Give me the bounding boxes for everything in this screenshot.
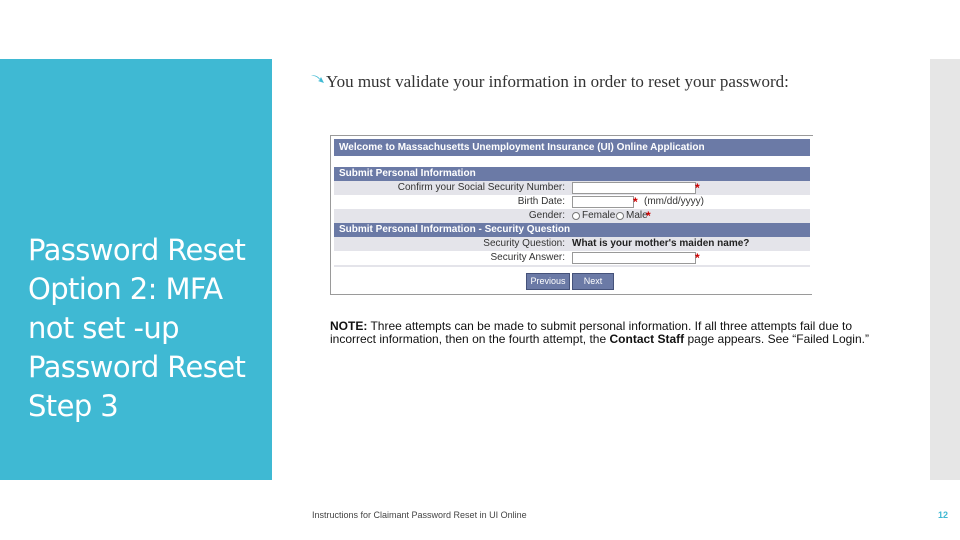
- page-number: 12: [938, 510, 949, 520]
- section-header-personal: Submit Personal Information: [334, 167, 810, 181]
- gender-required-mark: *: [646, 209, 651, 223]
- note-text-2: page appears. See “Failed Login.”: [684, 332, 869, 346]
- bullet-point: [310, 71, 870, 92]
- bullet-arrow-icon: [310, 71, 326, 91]
- gender-row: [334, 209, 810, 223]
- answer-required-mark: *: [695, 251, 700, 265]
- birth-date-row: [334, 195, 810, 209]
- female-radio[interactable]: [572, 212, 580, 220]
- note-prefix: NOTE:: [330, 320, 368, 333]
- bullet-text: You must validate your information in order to reset your password:: [326, 72, 789, 91]
- form-top-border: [331, 135, 813, 136]
- female-label: Female: [582, 210, 616, 221]
- note-paragraph: [330, 320, 890, 357]
- note-text-1: Three attempts can be made to submit personal information. If all three attempts fail due to incorrect information, then on the fourth attempt, the: [330, 320, 853, 346]
- form-divider: [334, 265, 810, 267]
- security-answer-label: Security Answer:: [490, 252, 565, 263]
- birth-required-mark: *: [633, 195, 638, 209]
- title-panel: [0, 59, 272, 480]
- right-accent-bar: [930, 59, 960, 480]
- previous-button[interactable]: Previous: [526, 273, 570, 290]
- male-label: Male: [626, 210, 648, 221]
- ssn-input[interactable]: [572, 182, 696, 194]
- security-question-row: [334, 237, 810, 251]
- security-question-label: Security Question:: [483, 238, 565, 249]
- male-radio[interactable]: [616, 212, 624, 220]
- contact-staff-text: Contact Staff: [609, 332, 685, 346]
- ssn-required-mark: *: [695, 181, 700, 195]
- slide-title: Password Reset Option 2: MFA not set -up Password Reset Step 3: [28, 233, 246, 423]
- section-header-security: Submit Personal Information - Security Question: [334, 223, 810, 237]
- security-answer-row: [334, 251, 810, 265]
- birth-date-hint: (mm/dd/yyyy): [644, 196, 704, 207]
- footer-text: Instructions for Claimant Password Reset in UI Online: [312, 510, 527, 520]
- gender-label: Gender:: [528, 210, 565, 221]
- birth-date-label: Birth Date:: [517, 196, 565, 207]
- ssn-label: Confirm your Social Security Number:: [397, 182, 565, 193]
- welcome-header: Welcome to Massachusetts Unemployment Insurance (UI) Online Application: [334, 139, 810, 156]
- security-question-value: What is your mother's maiden name?: [572, 238, 750, 249]
- form-screenshot: [330, 135, 812, 295]
- security-answer-input[interactable]: [572, 252, 696, 264]
- ssn-row: [334, 181, 810, 195]
- next-button[interactable]: Next: [572, 273, 614, 290]
- birth-date-input[interactable]: [572, 196, 634, 208]
